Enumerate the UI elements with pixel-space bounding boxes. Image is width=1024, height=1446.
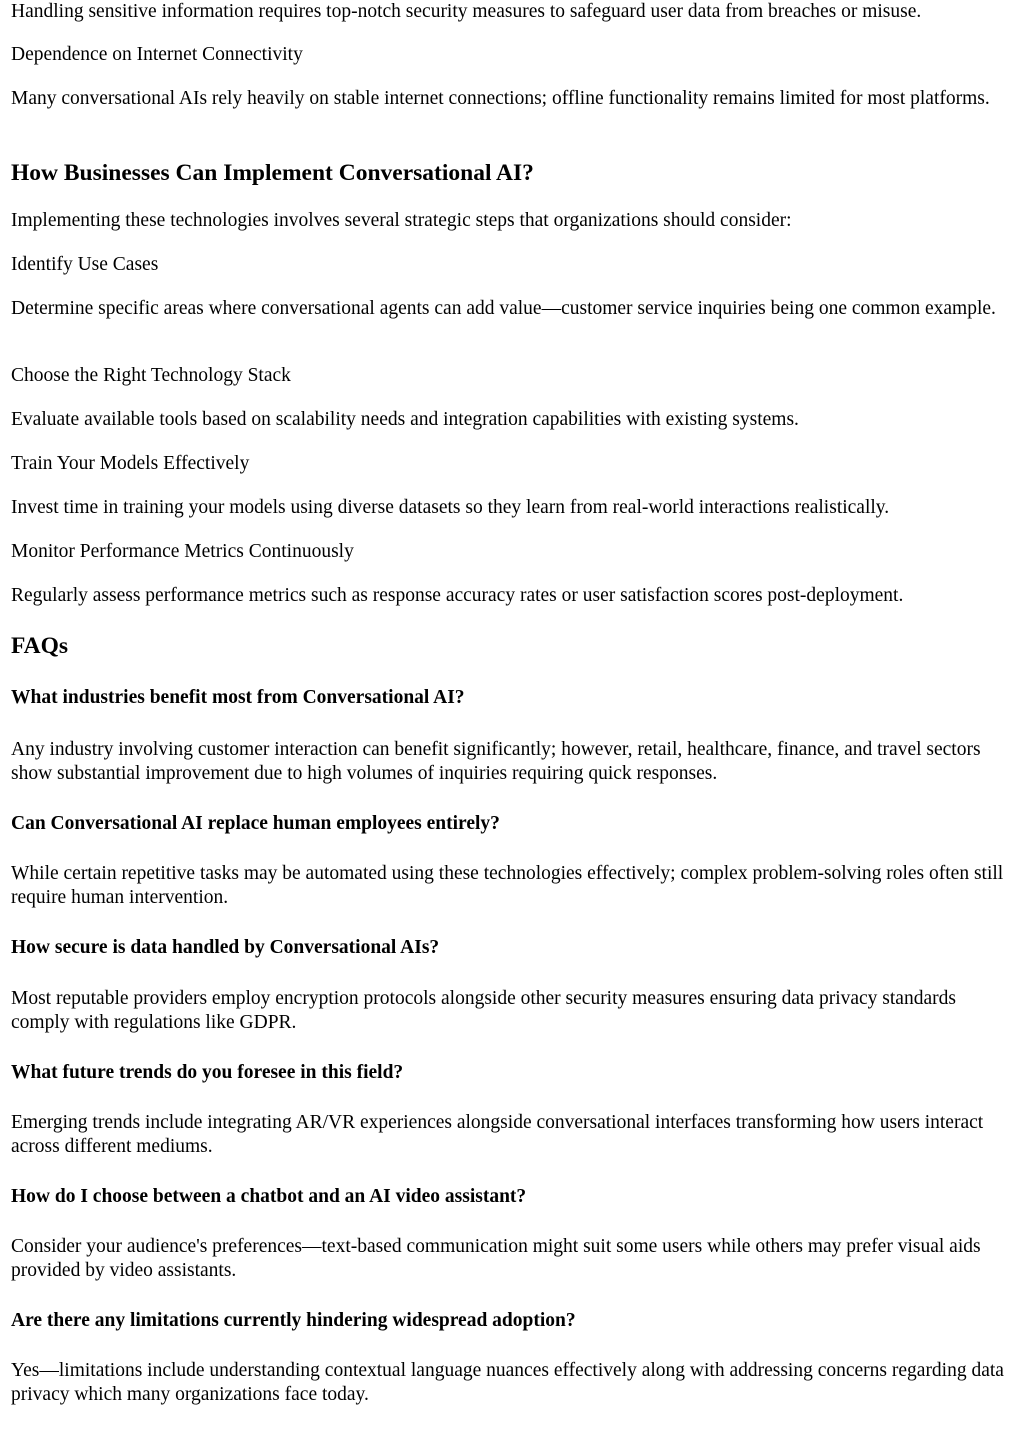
implement-intro: Implementing these technologies involves several strategic steps that organizations should consider: — [11, 210, 792, 231]
connectivity-title: Dependence on Internet Connectivity — [11, 44, 303, 65]
step-text: Determine specific areas where conversational agents can add value—customer service inquiries being one common example. — [11, 298, 996, 319]
connectivity-paragraph: Many conversational AIs rely heavily on stable internet connections; offline functionality remains limited for most platforms. — [11, 88, 990, 109]
step-title: Monitor Performance Metrics Continuously — [11, 541, 354, 562]
faqs-heading: FAQs — [11, 633, 69, 659]
implement-heading: How Businesses Can Implement Conversational AI? — [11, 160, 534, 186]
step-text: Invest time in training your models using diverse datasets so they learn from real-world interactions realistically. — [11, 497, 890, 518]
faq-answer: Yes—limitations include understanding contextual language nuances effectively along with addressing concerns regarding data privacy which many organizations face today. — [11, 1360, 1004, 1405]
faq-question: Can Conversational AI replace human employees entirely? — [11, 813, 500, 834]
step-title: Train Your Models Effectively — [11, 453, 250, 474]
faq-answer: Any industry involving customer interaction can benefit significantly; however, retail, healthcare, finance, and travel sectors show substantial improvement due to high volumes of inquiries requiring quick responses. — [11, 739, 981, 784]
step-text: Regularly assess performance metrics such as response accuracy rates or user satisfaction scores post-deployment. — [11, 585, 904, 606]
security-paragraph: Handling sensitive information requires top-notch security measures to safeguard user data from breaches or misuse. — [11, 1, 922, 22]
faq-question: What future trends do you foresee in this field? — [11, 1062, 404, 1083]
faq-answer: Emerging trends include integrating AR/VR experiences alongside conversational interfaces transforming how users interact across different mediums. — [11, 1112, 984, 1157]
faq-question: Are there any limitations currently hindering widespread adoption? — [11, 1310, 576, 1331]
faq-question: How secure is data handled by Conversational AIs? — [11, 937, 440, 958]
faq-answer: While certain repetitive tasks may be automated using these technologies effectively; complex problem-solving roles often still require human intervention. — [11, 863, 1004, 908]
step-title: Identify Use Cases — [11, 254, 159, 275]
faq-answer: Consider your audience's preferences—text-based communication might suit some users while others may prefer visual aids provided by video assistants. — [11, 1236, 981, 1281]
faq-answer: Most reputable providers employ encryption protocols alongside other security measures ensuring data privacy standards comply with regulations like GDPR. — [11, 988, 956, 1033]
faq-question: How do I choose between a chatbot and an AI video assistant? — [11, 1186, 527, 1207]
faq-question: What industries benefit most from Conversational AI? — [11, 687, 465, 708]
step-title: Choose the Right Technology Stack — [11, 365, 291, 386]
step-text: Evaluate available tools based on scalability needs and integration capabilities with existing systems. — [11, 409, 799, 430]
